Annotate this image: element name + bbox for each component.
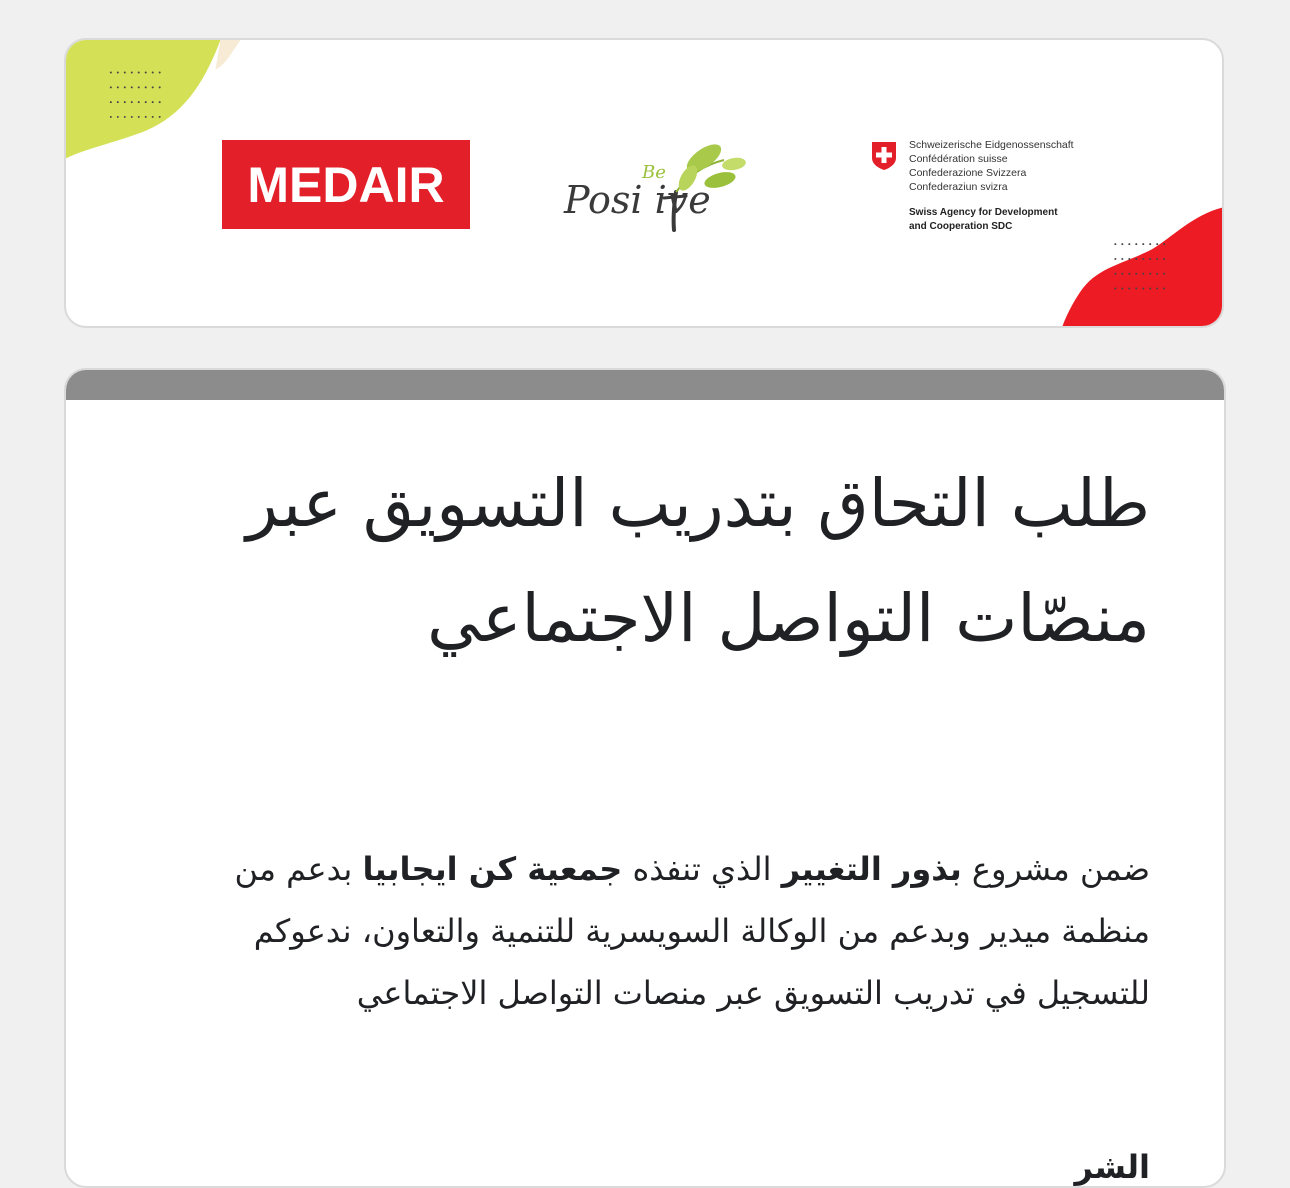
sdc-agency-name (909, 206, 1058, 234)
be-positive-word: Posi ive (564, 178, 711, 222)
card-accent-bar (66, 370, 1224, 400)
medair-logo-text: MEDAIR (247, 156, 445, 213)
description-text: بدعم من منظمة ميدير وبدعم من الوكالة السويسرية للتنمية والتعاون، ندعوكم للتسجيل في تدريب التسويق عبر منصات التواصل الاجتماعي (234, 850, 1150, 1012)
description-text: ضمن مشروع (961, 850, 1150, 888)
description-text: الذي تنفذه (622, 850, 782, 888)
form-description (140, 838, 1150, 1024)
next-section-heading: الشر (1074, 1148, 1150, 1186)
sdc-agency-line: Swiss Agency for Development (909, 207, 1058, 218)
sdc-language-line: Confédération suisse (909, 153, 1008, 165)
be-positive-be-text: Be (642, 162, 666, 183)
form-header-card (64, 368, 1226, 1188)
form-title: طلب التحاق بتدريب التسويق عبر منصّات التواصل الاجتماعي (246, 465, 1150, 657)
organization-name: جمعية كن ايجابيا (362, 850, 623, 888)
green-blob-shape (66, 40, 220, 158)
swiss-flag-icon (870, 142, 898, 170)
be-positive-logo (564, 130, 784, 240)
sdc-language-lines (909, 138, 1074, 194)
sdc-logo (866, 136, 1126, 246)
sdc-agency-line: and Cooperation SDC (909, 221, 1013, 232)
sdc-language-line: Confederaziun svizra (909, 181, 1008, 193)
sdc-language-line: Confederazione Svizzera (909, 167, 1027, 179)
medair-logo (222, 140, 470, 229)
project-name: بذور التغيير (781, 850, 962, 888)
sdc-language-line: Schweizerische Eidgenossenschaft (909, 139, 1074, 151)
header-banner (64, 38, 1224, 328)
